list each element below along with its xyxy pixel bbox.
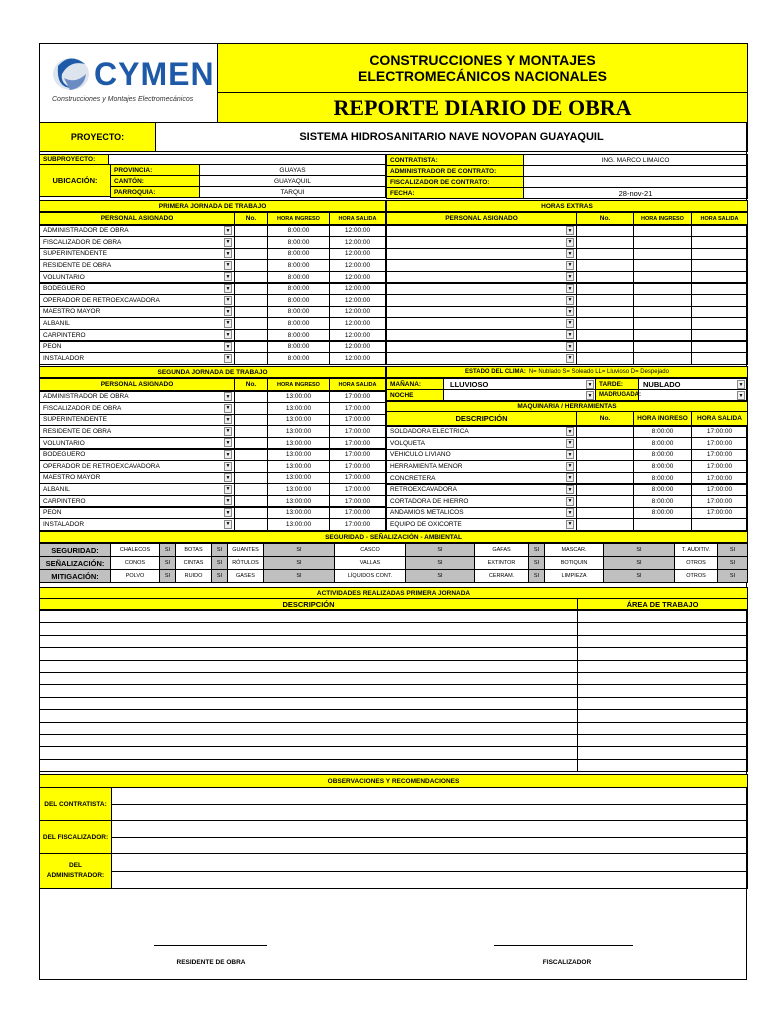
segunda-personal-cell[interactable]: BODEGUERO: [39, 449, 235, 462]
logo-text: CYMEN: [94, 56, 215, 92]
clima-title-label: ESTADO DEL CLIMA:: [465, 369, 526, 375]
maquinaria-desc-cell[interactable]: VEHICULO LIVIANO: [386, 449, 577, 462]
dropdown-arrow-icon[interactable]: ▼: [225, 320, 231, 327]
seguridad-item-label: LÍQUIDOS CONT.: [334, 569, 406, 583]
primera-hora-ingreso-cell[interactable]: 8:00:00: [267, 248, 330, 261]
dropdown-arrow-icon[interactable]: ▼: [225, 308, 231, 315]
admin-contrato-label: ADMINISTRADOR DE CONTRATO:: [386, 165, 524, 177]
dropdown-arrow-icon[interactable]: ▼: [567, 498, 573, 505]
obs-contratista-divider: [111, 804, 748, 805]
dropdown-arrow-icon[interactable]: ▼: [567, 320, 573, 327]
primera-hora-ingreso-cell[interactable]: 8:00:00: [267, 271, 330, 284]
actividad-desc-cell[interactable]: [39, 672, 578, 685]
primera-hora-salida-cell[interactable]: 12:00:00: [329, 317, 386, 330]
dropdown-arrow-icon[interactable]: ▼: [567, 262, 573, 269]
parroquia-label: PARROQUIA:: [110, 186, 200, 198]
segunda-hora-salida-cell[interactable]: 17:00:00: [329, 483, 386, 496]
dropdown-arrow-icon[interactable]: ▼: [225, 463, 231, 470]
segunda-personal-cell[interactable]: PEON: [39, 507, 235, 520]
actividad-desc-cell[interactable]: [39, 734, 578, 747]
madrugada-dropdown-icon[interactable]: ▼: [738, 392, 744, 399]
actividad-area-cell[interactable]: [577, 622, 748, 635]
segunda-hora-ingreso-cell[interactable]: 13:00:00: [267, 449, 330, 462]
maquinaria-desc-cell[interactable]: RETROEXCAVADORA: [386, 484, 577, 497]
madrugada-select[interactable]: [638, 389, 748, 401]
primera-col-personal: PERSONAL ASIGNADO: [39, 212, 235, 225]
contratista-value[interactable]: ING. MARCO LIMAICO: [523, 154, 748, 166]
subproyecto-label: SUBPROYECTO:: [39, 154, 109, 165]
seguridad-si-cell[interactable]: SI: [717, 543, 748, 557]
segunda-col-ingreso: HORA INGRESO: [267, 378, 330, 391]
primera-hora-ingreso-cell[interactable]: 8:00:00: [267, 341, 330, 354]
company-name: [217, 43, 748, 93]
maquinaria-no-cell[interactable]: [576, 518, 634, 531]
parroquia-value[interactable]: TARQUI: [199, 186, 386, 198]
maquinaria-hora-ingreso-cell[interactable]: [633, 518, 692, 531]
maquinaria-hora-salida-cell[interactable]: 17:00:00: [691, 449, 748, 462]
seguridad-item-label: RUIDO: [175, 569, 212, 583]
seguridad-si-cell[interactable]: SI: [405, 543, 475, 557]
maquinaria-hora-ingreso-cell[interactable]: 8:00:00: [633, 460, 692, 473]
actividad-area-cell[interactable]: [577, 746, 748, 759]
manana-label: MAÑANA:: [386, 378, 444, 390]
actividad-desc-cell[interactable]: [39, 622, 578, 635]
dropdown-arrow-icon[interactable]: ▼: [225, 262, 231, 269]
segunda-hora-salida-cell[interactable]: 17:00:00: [329, 402, 386, 415]
actividades-col-area: ÁREA DE TRABAJO: [577, 598, 748, 610]
primera-hora-salida-cell[interactable]: 12:00:00: [329, 271, 386, 284]
dropdown-arrow-icon[interactable]: ▼: [567, 343, 573, 350]
primera-personal-cell[interactable]: BODEGUERO: [39, 283, 235, 296]
seguridad-si-cell[interactable]: SI: [603, 543, 675, 557]
actividad-desc-cell[interactable]: [39, 684, 578, 697]
dropdown-arrow-icon[interactable]: ▼: [567, 331, 573, 338]
primera-hora-ingreso-cell[interactable]: 8:00:00: [267, 317, 330, 330]
maquinaria-hora-ingreso-cell[interactable]: 8:00:00: [633, 484, 692, 497]
seguridad-si-cell[interactable]: SI: [405, 556, 475, 570]
manana-select[interactable]: LLUVIOSO: [443, 378, 596, 390]
signature-residente-label: RESIDENTE DE OBRA: [176, 958, 246, 966]
primera-hora-ingreso-cell[interactable]: 8:00:00: [267, 352, 330, 365]
dropdown-arrow-icon[interactable]: ▼: [567, 428, 573, 435]
fecha-label: FECHA:: [386, 187, 524, 199]
seguridad-row-label: MITIGACIÓN:: [39, 569, 111, 583]
obs-admin-label-line2: ADMINISTRADOR:: [46, 872, 105, 879]
seguridad-si-cell[interactable]: SI: [263, 569, 335, 583]
segunda-hora-ingreso-cell[interactable]: 13:00:00: [267, 391, 330, 404]
maquinaria-col-no: No.: [576, 411, 634, 426]
dropdown-arrow-icon[interactable]: ▼: [567, 509, 573, 516]
dropdown-arrow-icon[interactable]: ▼: [567, 440, 573, 447]
extras-hora-ingreso-cell[interactable]: [633, 352, 692, 365]
seguridad-item-label: POLVO: [110, 569, 160, 583]
maquinaria-hora-ingreso-cell[interactable]: 8:00:00: [633, 449, 692, 462]
maquinaria-col-ingreso: HORA INGRESO: [633, 411, 692, 426]
seguridad-si-cell[interactable]: SI: [211, 569, 228, 583]
dropdown-arrow-icon[interactable]: ▼: [225, 405, 231, 412]
dropdown-arrow-icon[interactable]: ▼: [225, 227, 231, 234]
extras-no-cell[interactable]: [576, 352, 634, 365]
dropdown-arrow-icon[interactable]: ▼: [225, 474, 231, 481]
primera-hora-salida-cell[interactable]: 12:00:00: [329, 259, 386, 272]
maquinaria-hora-ingreso-cell[interactable]: 8:00:00: [633, 437, 692, 450]
seguridad-si-cell[interactable]: SI: [263, 556, 335, 570]
seguridad-row-label: SEÑALIZACIÓN:: [39, 556, 111, 570]
contratista-label: CONTRATISTA:: [386, 154, 524, 166]
primera-hora-salida-cell[interactable]: 12:00:00: [329, 236, 386, 249]
seguridad-item-label: OTROS: [674, 556, 718, 570]
segunda-col-salida: HORA SALIDA: [329, 378, 386, 391]
dropdown-arrow-icon[interactable]: ▼: [225, 331, 231, 338]
dropdown-arrow-icon[interactable]: ▼: [567, 474, 573, 481]
segunda-hora-ingreso-cell[interactable]: 13:00:00: [267, 507, 330, 520]
actividad-area-cell[interactable]: [577, 610, 748, 623]
primera-personal-cell[interactable]: OPERADOR DE RETROEXCAVADORA: [39, 294, 235, 307]
dropdown-arrow-icon[interactable]: ▼: [225, 497, 231, 504]
actividad-area-cell[interactable]: [577, 635, 748, 648]
maquinaria-hora-salida-cell[interactable]: 17:00:00: [691, 507, 748, 520]
maquinaria-hora-salida-cell[interactable]: 17:00:00: [691, 495, 748, 508]
primera-col-salida: HORA SALIDA: [329, 212, 386, 225]
actividades-title: ACTIVIDADES REALIZADAS PRIMERA JORNADA: [39, 587, 748, 599]
noche-label: NOCHE: [386, 389, 444, 401]
segunda-col-personal: PERSONAL ASIGNADO: [39, 378, 235, 391]
seguridad-item-label: VALLAS: [334, 556, 406, 570]
tarde-label: TARDE:: [595, 378, 639, 390]
maquinaria-hora-salida-cell[interactable]: 17:00:00: [691, 460, 748, 473]
logo-tagline: Construcciones y Montajes Electromecánicos: [52, 96, 194, 103]
canton-value[interactable]: GUAYAQUIL: [199, 175, 386, 187]
dropdown-arrow-icon[interactable]: ▼: [225, 343, 231, 350]
seguridad-si-cell[interactable]: SI: [159, 569, 176, 583]
maquinaria-col-desc: DESCRIPCIÓN: [386, 411, 577, 426]
signature-fiscalizador-label: FISCALIZADOR: [542, 958, 592, 966]
primera-personal-cell[interactable]: ALBANIL: [39, 317, 235, 330]
primera-hora-salida-cell[interactable]: 12:00:00: [329, 225, 386, 238]
actividades-col-desc: DESCRIPCIÓN: [39, 598, 578, 610]
dropdown-arrow-icon[interactable]: ▼: [567, 463, 573, 470]
maquinaria-desc-cell[interactable]: CORTADORA DE HIERRO: [386, 495, 577, 508]
actividad-area-cell[interactable]: [577, 647, 748, 660]
actividad-desc-cell[interactable]: [39, 697, 578, 710]
dropdown-arrow-icon[interactable]: ▼: [225, 239, 231, 246]
actividad-area-cell[interactable]: [577, 660, 748, 673]
primera-col-ingreso: HORA INGRESO: [267, 212, 330, 225]
segunda-hora-salida-cell[interactable]: 17:00:00: [329, 437, 386, 450]
dropdown-arrow-icon[interactable]: ▼: [225, 285, 231, 292]
primera-hora-ingreso-cell[interactable]: 8:00:00: [267, 294, 330, 307]
maquinaria-desc-cell[interactable]: EQUIPO DE OXICORTE: [386, 518, 577, 531]
actividad-desc-cell[interactable]: [39, 610, 578, 623]
segunda-personal-cell[interactable]: RESIDENTE DE OBRA: [39, 425, 235, 438]
primera-personal-cell[interactable]: MAESTRO MAYOR: [39, 306, 235, 319]
obs-admin-label-line1: DEL: [69, 862, 82, 869]
dropdown-arrow-icon[interactable]: ▼: [567, 250, 573, 257]
signature-line-fiscalizador: [494, 945, 633, 946]
dropdown-arrow-icon[interactable]: ▼: [225, 416, 231, 423]
seguridad-si-cell[interactable]: SI: [405, 569, 475, 583]
segunda-personal-cell[interactable]: SUPERINTENDENTE: [39, 414, 235, 427]
primera-personal-cell[interactable]: ADMINISTRADOR DE OBRA: [39, 225, 235, 238]
actividad-area-cell[interactable]: [577, 697, 748, 710]
maquinaria-hora-salida-cell[interactable]: 17:00:00: [691, 484, 748, 497]
report-title: REPORTE DIARIO DE OBRA: [217, 92, 748, 123]
maquinaria-hora-ingreso-cell[interactable]: 8:00:00: [633, 426, 692, 439]
segunda-personal-cell[interactable]: CARPINTERO: [39, 495, 235, 508]
primera-hora-ingreso-cell[interactable]: 8:00:00: [267, 259, 330, 272]
seguridad-item-label: GAFAS: [474, 543, 529, 557]
company-logo: [40, 44, 218, 122]
dropdown-arrow-icon[interactable]: ▼: [225, 393, 231, 400]
extras-col-personal: PERSONAL ASIGNADO: [386, 212, 577, 225]
seguridad-si-cell[interactable]: SI: [159, 543, 176, 557]
primera-hora-salida-cell[interactable]: 12:00:00: [329, 341, 386, 354]
seguridad-si-cell[interactable]: SI: [159, 556, 176, 570]
primera-personal-cell[interactable]: CARPINTERO: [39, 329, 235, 342]
primera-hora-salida-cell[interactable]: 12:00:00: [329, 283, 386, 296]
dropdown-arrow-icon[interactable]: ▼: [225, 297, 231, 304]
maquinaria-hora-salida-cell[interactable]: 17:00:00: [691, 472, 748, 485]
segunda-hora-salida-cell[interactable]: 17:00:00: [329, 425, 386, 438]
segunda-hora-ingreso-cell[interactable]: 13:00:00: [267, 472, 330, 485]
obs-admin-label: [39, 853, 112, 889]
maquinaria-desc-cell[interactable]: SOLDADORA ELECTRICA: [386, 426, 577, 439]
seguridad-item-label: GUANTES: [227, 543, 264, 557]
dropdown-arrow-icon[interactable]: ▼: [225, 439, 231, 446]
horas-extras-title: HORAS EXTRAS: [386, 200, 748, 212]
seguridad-si-cell[interactable]: SI: [263, 543, 335, 557]
actividad-area-cell[interactable]: [577, 709, 748, 722]
tarde-dropdown-icon[interactable]: ▼: [738, 381, 744, 388]
maquinaria-title: MAQUINARIA / HERRAMIENTAS: [386, 401, 748, 412]
seguridad-item-label: LIMPIEZA: [544, 569, 604, 583]
actividad-desc-cell[interactable]: [39, 647, 578, 660]
clima-title: [386, 366, 748, 378]
segunda-hora-ingreso-cell[interactable]: 13:00:00: [267, 483, 330, 496]
company-line-2: ELECTROMECÁNICOS NACIONALES: [358, 68, 607, 84]
actividad-desc-cell[interactable]: [39, 759, 578, 772]
dropdown-arrow-icon[interactable]: ▼: [567, 451, 573, 458]
segunda-personal-cell[interactable]: OPERADOR DE RETROEXCAVADORA: [39, 460, 235, 473]
seguridad-item-label: GASES: [227, 569, 264, 583]
maquinaria-hora-salida-cell[interactable]: 17:00:00: [691, 426, 748, 439]
segunda-col-no: No.: [234, 378, 268, 391]
maquinaria-hora-salida-cell[interactable]: 17:00:00: [691, 437, 748, 450]
dropdown-arrow-icon[interactable]: ▼: [225, 521, 231, 528]
dropdown-arrow-icon[interactable]: ▼: [567, 355, 573, 362]
primera-hora-ingreso-cell[interactable]: 8:00:00: [267, 236, 330, 249]
seguridad-item-label: OTROS: [674, 569, 718, 583]
segunda-hora-salida-cell[interactable]: 17:00:00: [329, 507, 386, 520]
segunda-hora-salida-cell[interactable]: 17:00:00: [329, 391, 386, 404]
primera-personal-cell[interactable]: SUPERINTENDENTE: [39, 248, 235, 261]
extras-col-ingreso: HORA INGRESO: [633, 212, 692, 225]
actividad-desc-cell[interactable]: [39, 709, 578, 722]
seguridad-si-cell[interactable]: SI: [603, 569, 675, 583]
segunda-hora-salida-cell[interactable]: 17:00:00: [329, 460, 386, 473]
segunda-hora-ingreso-cell[interactable]: 13:00:00: [267, 460, 330, 473]
obs-admin-divider: [111, 871, 748, 872]
actividad-desc-cell[interactable]: [39, 746, 578, 759]
actividad-area-cell[interactable]: [577, 672, 748, 685]
extras-col-no: No.: [576, 212, 634, 225]
dropdown-arrow-icon[interactable]: ▼: [567, 285, 573, 292]
primera-hora-salida-cell[interactable]: 12:00:00: [329, 306, 386, 319]
dropdown-arrow-icon[interactable]: ▼: [567, 308, 573, 315]
segunda-hora-ingreso-cell[interactable]: 13:00:00: [267, 425, 330, 438]
dropdown-arrow-icon[interactable]: ▼: [225, 250, 231, 257]
observaciones-title: OBSERVACIONES Y RECOMENDACIONES: [39, 774, 748, 788]
seguridad-si-cell[interactable]: SI: [528, 556, 545, 570]
report-sheet: [39, 43, 747, 980]
dropdown-arrow-icon[interactable]: ▼: [225, 273, 231, 280]
tarde-select[interactable]: NUBLADO: [638, 378, 748, 390]
seguridad-item-label: CONOS: [110, 556, 160, 570]
primera-personal-cell[interactable]: VOLUNTARIO: [39, 271, 235, 284]
madrugada-label: MADRUGADA:: [595, 389, 639, 401]
dropdown-arrow-icon[interactable]: ▼: [225, 355, 231, 362]
primera-hora-ingreso-cell[interactable]: 8:00:00: [267, 283, 330, 296]
segunda-hora-ingreso-cell[interactable]: 13:00:00: [267, 414, 330, 427]
fecha-value[interactable]: 28-nov-21: [523, 187, 748, 199]
canton-label: CANTÓN:: [110, 175, 200, 187]
dropdown-arrow-icon[interactable]: ▼: [225, 451, 231, 458]
actividad-desc-cell[interactable]: [39, 660, 578, 673]
primera-personal-cell[interactable]: PEON: [39, 341, 235, 354]
actividad-desc-cell[interactable]: [39, 722, 578, 735]
maquinaria-desc-cell[interactable]: HERRAMIENTA MENOR: [386, 460, 577, 473]
dropdown-arrow-icon[interactable]: ▼: [225, 486, 231, 493]
primera-hora-ingreso-cell[interactable]: 8:00:00: [267, 306, 330, 319]
dropdown-arrow-icon[interactable]: ▼: [225, 509, 231, 516]
primera-hora-salida-cell[interactable]: 12:00:00: [329, 329, 386, 342]
primera-personal-cell[interactable]: FISCALIZADOR DE OBRA: [39, 236, 235, 249]
maquinaria-desc-cell[interactable]: VOLQUETA: [386, 437, 577, 450]
segunda-personal-cell[interactable]: ADMINISTRADOR DE OBRA: [39, 391, 235, 404]
maquinaria-hora-salida-cell[interactable]: [691, 518, 748, 531]
seguridad-item-label: CHALECOS: [110, 543, 160, 557]
segunda-no-cell[interactable]: [234, 518, 268, 531]
segunda-hora-salida-cell[interactable]: 17:00:00: [329, 495, 386, 508]
dropdown-arrow-icon[interactable]: ▼: [567, 297, 573, 304]
primera-personal-cell[interactable]: INSTALADOR: [39, 352, 235, 365]
ubicacion-label: UBICACIÓN:: [39, 164, 111, 197]
segunda-jornada-title: SEGUNDA JORNADA DE TRABAJO: [39, 366, 386, 378]
actividad-area-cell[interactable]: [577, 722, 748, 735]
segunda-personal-cell[interactable]: MAESTRO MAYOR: [39, 472, 235, 485]
dropdown-arrow-icon[interactable]: ▼: [567, 486, 573, 493]
seguridad-item-label: CINTAS: [175, 556, 212, 570]
primera-col-no: No.: [234, 212, 268, 225]
segunda-personal-cell[interactable]: ALBANIL: [39, 483, 235, 496]
dropdown-arrow-icon[interactable]: ▼: [567, 273, 573, 280]
primera-hora-ingreso-cell[interactable]: 8:00:00: [267, 329, 330, 342]
maquinaria-hora-ingreso-cell[interactable]: 8:00:00: [633, 495, 692, 508]
obs-fiscalizador-label: DEL FISCALIZADOR:: [39, 820, 112, 854]
segunda-hora-ingreso-cell[interactable]: 13:00:00: [267, 518, 330, 531]
dropdown-arrow-icon[interactable]: ▼: [567, 521, 573, 528]
extras-col-salida: HORA SALIDA: [691, 212, 748, 225]
maquinaria-hora-ingreso-cell[interactable]: 8:00:00: [633, 507, 692, 520]
seguridad-si-cell[interactable]: SI: [603, 556, 675, 570]
primera-jornada-title: PRIMERA JORNADA DE TRABAJO: [39, 200, 386, 212]
segunda-hora-salida-cell[interactable]: 17:00:00: [329, 449, 386, 462]
maquinaria-desc-cell[interactable]: CONCRETERA: [386, 472, 577, 485]
actividad-area-cell[interactable]: [577, 684, 748, 697]
seguridad-item-label: CERRAM.: [474, 569, 529, 583]
seguridad-item-label: BOTAS: [175, 543, 212, 557]
seguridad-si-cell[interactable]: SI: [211, 543, 228, 557]
segunda-hora-salida-cell[interactable]: 17:00:00: [329, 414, 386, 427]
seguridad-item-label: T. AUDITIV.: [674, 543, 718, 557]
obs-fiscalizador-divider: [111, 837, 748, 838]
segunda-hora-salida-cell[interactable]: 17:00:00: [329, 472, 386, 485]
seguridad-row-label: SEGURIDAD:: [39, 543, 111, 557]
primera-hora-ingreso-cell[interactable]: 8:00:00: [267, 225, 330, 238]
segunda-personal-cell[interactable]: FISCALIZADOR DE OBRA: [39, 402, 235, 415]
primera-hora-salida-cell[interactable]: 12:00:00: [329, 248, 386, 261]
maquinaria-hora-ingreso-cell[interactable]: 8:00:00: [633, 472, 692, 485]
manana-dropdown-icon[interactable]: ▼: [587, 381, 593, 388]
noche-dropdown-icon[interactable]: ▼: [587, 392, 593, 399]
seguridad-si-cell[interactable]: SI: [211, 556, 228, 570]
provincia-value[interactable]: GUAYAS: [199, 164, 386, 176]
seguridad-si-cell[interactable]: SI: [717, 556, 748, 570]
clima-legend: N= Nublado S= Soleado LL= Lluvioso D= Despejado: [528, 369, 669, 375]
extras-hora-salida-cell[interactable]: [691, 352, 748, 365]
project-label: PROYECTO:: [39, 122, 156, 152]
segunda-hora-ingreso-cell[interactable]: 13:00:00: [267, 495, 330, 508]
provincia-label: PROVINCIA:: [110, 164, 200, 176]
noche-select[interactable]: [443, 389, 596, 401]
dropdown-arrow-icon[interactable]: ▼: [567, 227, 573, 234]
segunda-personal-cell[interactable]: INSTALADOR: [39, 518, 235, 531]
maquinaria-desc-cell[interactable]: ANDAMIOS METALICOS: [386, 507, 577, 520]
dropdown-arrow-icon[interactable]: ▼: [567, 239, 573, 246]
segunda-hora-salida-cell[interactable]: 17:00:00: [329, 518, 386, 531]
segunda-personal-cell[interactable]: VOLUNTARIO: [39, 437, 235, 450]
dropdown-arrow-icon[interactable]: ▼: [225, 428, 231, 435]
actividad-desc-cell[interactable]: [39, 635, 578, 648]
seguridad-si-cell[interactable]: SI: [717, 569, 748, 583]
actividad-area-cell[interactable]: [577, 759, 748, 772]
project-value: SISTEMA HIDROSANITARIO NAVE NOVOPAN GUAYAQUIL: [155, 122, 748, 152]
company-line-1: CONSTRUCCIONES Y MONTAJES: [369, 52, 596, 68]
segunda-hora-ingreso-cell[interactable]: 13:00:00: [267, 402, 330, 415]
primera-personal-cell[interactable]: RESIDENTE DE OBRA: [39, 259, 235, 272]
extras-personal-cell[interactable]: [386, 352, 577, 365]
primera-hora-salida-cell[interactable]: 12:00:00: [329, 294, 386, 307]
primera-no-cell[interactable]: [234, 352, 268, 365]
seguridad-item-label: BOTIQUIN: [544, 556, 604, 570]
seguridad-si-cell[interactable]: SI: [528, 569, 545, 583]
seguridad-item-label: CASCO: [334, 543, 406, 557]
seguridad-item-label: EXTINTOR: [474, 556, 529, 570]
seguridad-si-cell[interactable]: SI: [528, 543, 545, 557]
signature-line-residente: [154, 945, 267, 946]
segunda-hora-ingreso-cell[interactable]: 13:00:00: [267, 437, 330, 450]
seguridad-item-label: MASCAR.: [544, 543, 604, 557]
seguridad-item-label: RÓTULOS: [227, 556, 264, 570]
maquinaria-col-salida: HORA SALIDA: [691, 411, 748, 426]
actividad-area-cell[interactable]: [577, 734, 748, 747]
obs-contratista-label: DEL CONTRATISTA:: [39, 787, 112, 821]
fiscalizador-contrato-label: FISCALIZADOR DE CONTRATO:: [386, 176, 524, 188]
primera-hora-salida-cell[interactable]: 12:00:00: [329, 352, 386, 365]
seguridad-title: SEGURIDAD - SEÑALIZACIÓN - AMBIENTAL: [39, 531, 748, 543]
